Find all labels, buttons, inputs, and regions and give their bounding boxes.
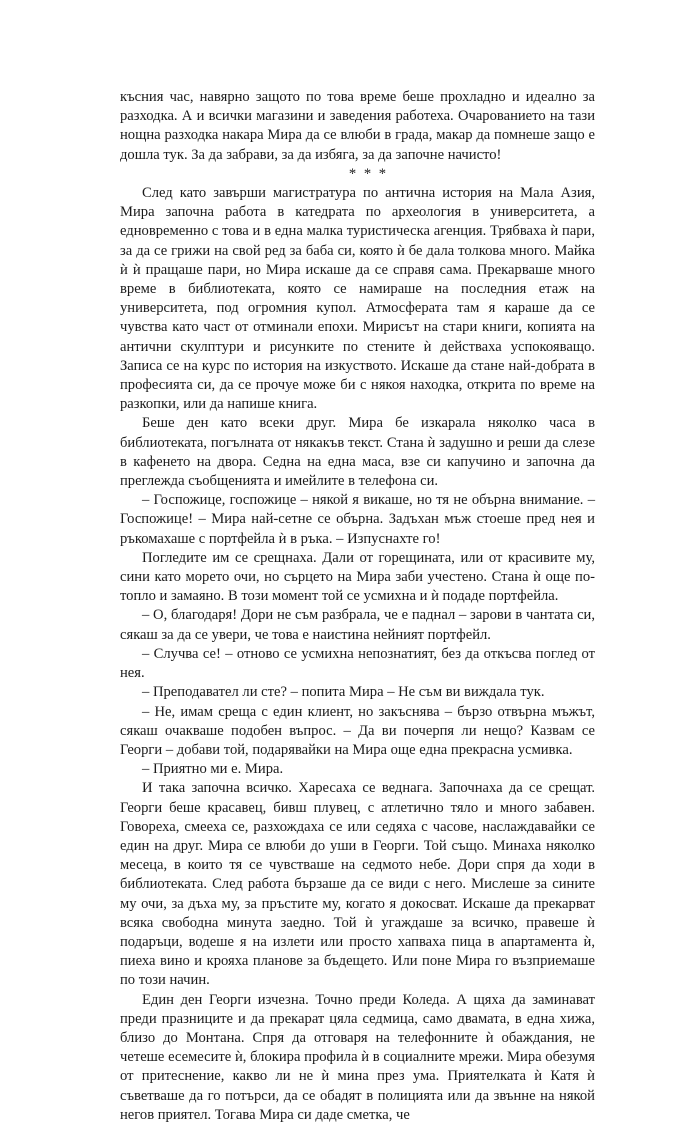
dialogue-line: – Преподавател ли сте? – попита Мира – Не съм ви виждала тук.	[142, 684, 545, 701]
paragraph: След като завърши магистратура по антична история на Мала Азия, Мира започна работа в катедрата по археология в университета, а едновременно с това и в една малка туристическа агенция. Трябваха ѝ пари, за да се грижи на свой ред за баба си, която ѝ бе дала толкова много. Майка ѝ ѝ пращаше пари, но Мира искаше да се справя сама. Прекарваше много време в библиотеката, която се намираше на последния етаж на университета, под огромния купол. Атмосферата там я караше да се чувства като част от отминали епохи. Мирисът на стари книги, копията на антични скулптури и рисунките по стените ѝ действаха успокояващо. Записа се на курс по история на изкуството. Искаше да стане най-добрата в професията си, да се прочуе може би с някоя находка, открита по време на разкопки, или да напише книга.	[120, 185, 595, 413]
section-separator: * * *	[348, 165, 389, 182]
document-page	[120, 88, 595, 1125]
paragraph: Беше ден като всеки друг. Мира бе изкарала няколко часа в библиотеката, погълната от някакъв текст. Стана ѝ задушно и реши да слезе в кафенето на двора. Седна на една маса, взе си капучино и започна да преглежда съобщенията и имейлите в телефона си.	[120, 415, 595, 490]
dialogue-line: – Случва се! – отново се усмихна непознатият, без да откъсва поглед от нея.	[120, 645, 595, 682]
paragraph: И така започна всичко. Харесаха се веднага. Започнаха да се срещат. Георги беше красавец, бивш плувец, с атлетично тяло и много забавен. Говореха, смееха се, разхождаха се или седяха с часове, наслаждавайки се един на друг. Мира се влюби до уши в Георги. Той също. Минаха няколко месеца, в които тя се чувстваше на седмото небе. Дори спря да ходи в библиотеката. След работа бързаше да се види с него. Мислеше за сините му очи, за дъха му, за пръстите му, когато я докосват. Искаше да прекарват всяка свободна минута заедно. Той ѝ угаждаше за всичко, правеше ѝ подаръци, водеше я на излети или просто хапваха пица в апартамента ѝ, пиеха вино и крояха планове за бъдещето. Или поне Мира го възприемаше по този начин.	[120, 780, 595, 989]
dialogue-line: – Госпожице, госпожице – някой я викаше, но тя не обърна внимание. – Госпожице! – Мира най-сетне се обърна. Задъхан мъж стоеше пред нея и ръкомахаше с портфейла ѝ в ръка. – Изпуснахте го!	[120, 492, 595, 547]
dialogue-line: – Не, имам среща с един клиент, но закъснява – бързо отвърна мъжът, сякаш очакваше подобен въпрос. – Да ви почерпя ли нещо? Казвам се Георги – добави той, подарявайки на Мира още една прекрасна усмивка.	[120, 703, 595, 758]
paragraph-continued: късния час, навярно защото по това време беше прохладно и идеално за разходка. А и всички магазини и заведения работеха. Очарованието на тази нощна разходка накара Мира да се влюби в града, макар да помнеше защо е дошла тук. За да забрави, за да избяга, за да започне начисто!	[120, 89, 595, 163]
paragraph: Погледите им се срещнаха. Дали от горещината, или от красивите му, сини като морето очи, но сърцето на Мира заби учестено. Стана ѝ още по-топло и замаяно. В този момент той се усмихна и ѝ подаде портфейла.	[120, 549, 595, 605]
paragraph: Един ден Георги изчезна. Точно преди Коледа. А щяха да заминават преди празниците и да прекарат цяла седмица, само двамата, в една хижа, близо до Монтана. Спря да отговаря на телефонните ѝ обаждания, не четеше есемесите ѝ, блокира профила ѝ в социалните мрежи. Мира обезумя от притеснение, какво ли не ѝ мина през ума. Приятелката ѝ Катя ѝ съветваше да го потърси, да се обадят в полицията или да звънне на някой негов приятел. Тогава Мира си даде сметка, че	[120, 991, 595, 1123]
dialogue-line: – О, благодаря! Дори не съм разбрала, че е паднал – зарови в чантата си, сякаш за да се увери, че това е наистина нейният портфейл.	[120, 607, 595, 643]
dialogue-line: – Приятно ми е. Мира.	[142, 761, 284, 778]
